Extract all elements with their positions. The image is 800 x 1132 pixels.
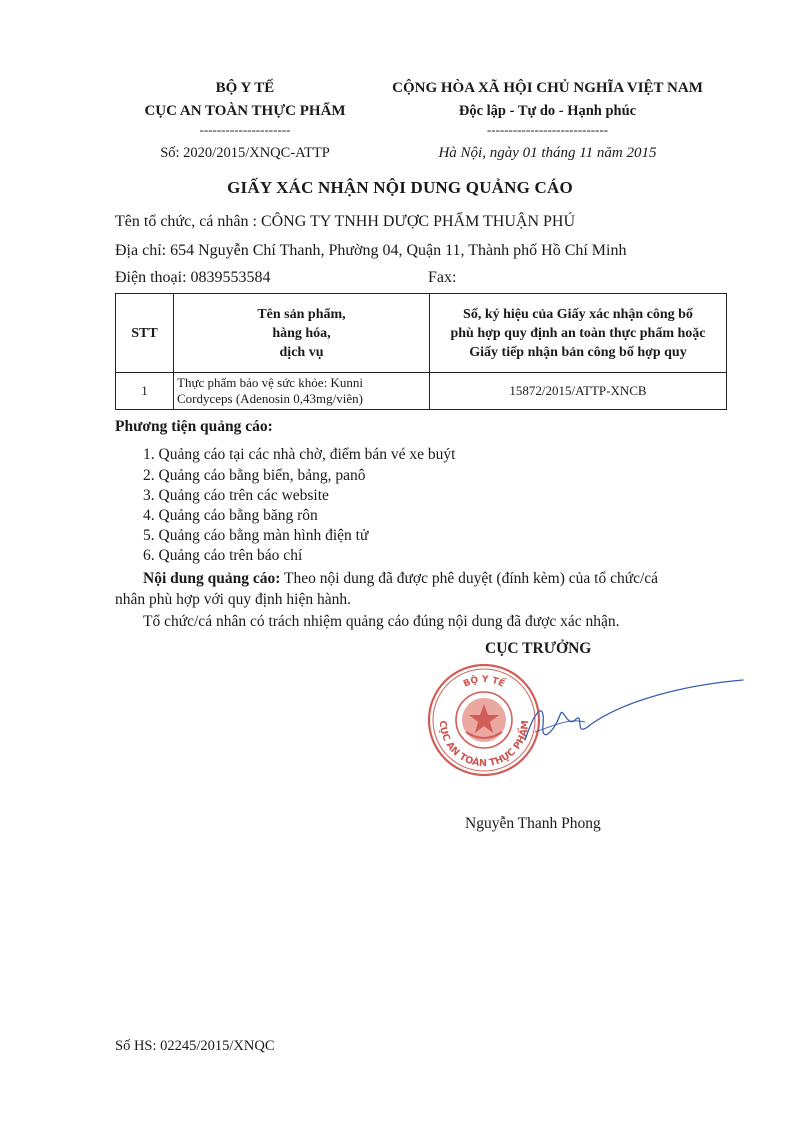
place-date: Hà Nội, ngày 01 tháng 11 năm 2015: [438, 145, 657, 161]
phone-line: Điện thoại: 0839553584: [115, 269, 271, 286]
organization-line: Tên tổ chức, cá nhân : CÔNG TY TNHH DƯỢC PHẨM THUẬN PHÚ: [115, 213, 576, 230]
header-stt: STT: [116, 294, 174, 373]
table-header-row: [116, 294, 727, 373]
cell-product-line: Thực phẩm bảo vệ sức khỏe: Kunni: [177, 375, 363, 390]
country-rule: ----------------------------: [486, 122, 609, 137]
country-name: CỘNG HÒA XÃ HỘI CHỦ NGHĨA VIỆT NAM: [392, 80, 703, 96]
cell-cert: 15872/2015/ATTP-XNCB: [430, 373, 727, 410]
cell-stt: 1: [116, 373, 174, 410]
signer-name: Nguyễn Thanh Phong: [465, 815, 601, 832]
signer-title: CỤC TRƯỞNG: [485, 640, 592, 657]
table-row: [116, 373, 727, 410]
document-number: Số: 2020/2015/XNQC-ATTP: [160, 145, 330, 161]
agency-subname: CỤC AN TOÀN THỰC PHẨM: [144, 103, 346, 119]
list-item: 2. Quảng cáo bằng biển, bảng, panô: [143, 467, 366, 484]
seal-bottom-text: CỤC AN TOÀN THỰC PHẨM: [436, 719, 532, 770]
address-line: Địa chỉ: 654 Nguyễn Chí Thanh, Phường 04, Quận 11, Thành phố Hồ Chí Minh: [115, 242, 627, 259]
header-cert-line: Số, ký hiệu của Giấy xác nhận công bố: [463, 306, 693, 322]
content-text: Theo nội dung đã được phê duyệt (đính kèm) của tổ chức/cá: [280, 570, 659, 587]
cell-product-line: Cordyceps (Adenosin 0,43mg/viên): [177, 391, 363, 406]
document-title: GIẤY XÁC NHẬN NỘI DUNG QUẢNG CÁO: [227, 178, 573, 197]
cell-product: [174, 373, 430, 410]
header-product: [174, 294, 430, 373]
media-heading: Phương tiện quảng cáo:: [115, 418, 273, 435]
emblem-icon: [462, 698, 506, 742]
responsibility-note: Tổ chức/cá nhân có trách nhiệm quảng cáo đúng nội dung đã được xác nhận.: [143, 613, 620, 630]
handwritten-signature: [515, 670, 745, 770]
header-cert: [430, 294, 727, 373]
list-item: 1. Quảng cáo tại các nhà chờ, điểm bán vé xe buýt: [143, 446, 456, 463]
header-product-line: Tên sản phẩm,: [257, 306, 346, 322]
list-item: 4. Quảng cáo bằng băng rôn: [143, 507, 318, 524]
content-paragraph: [143, 570, 658, 588]
header-cert-line: phù hợp quy định an toàn thực phẩm hoặc: [450, 325, 706, 341]
list-item: 6. Quảng cáo trên báo chí: [143, 547, 303, 564]
file-number: Số HS: 02245/2015/XNQC: [115, 1038, 275, 1054]
content-text-continued: nhân phù hợp với quy định hiện hành.: [115, 591, 351, 608]
list-item: 3. Quảng cáo trên các website: [143, 487, 329, 504]
header-product-line: hàng hóa,: [272, 325, 331, 341]
national-motto: Độc lập - Tự do - Hạnh phúc: [458, 103, 637, 119]
header-cert-line: Giấy tiếp nhận bản công bố hợp quy: [469, 344, 687, 360]
seal-top-text: BỘ Y TẾ: [462, 674, 506, 690]
agency-name: BỘ Y TẾ: [215, 80, 275, 96]
agency-rule: ---------------------: [199, 122, 291, 137]
content-label: Nội dung quảng cáo:: [143, 570, 281, 587]
list-item: 5. Quảng cáo bằng màn hình điện tử: [143, 527, 369, 544]
product-table: [115, 293, 727, 410]
fax-line: Fax:: [428, 269, 457, 286]
header-product-line: dịch vụ: [279, 344, 324, 360]
